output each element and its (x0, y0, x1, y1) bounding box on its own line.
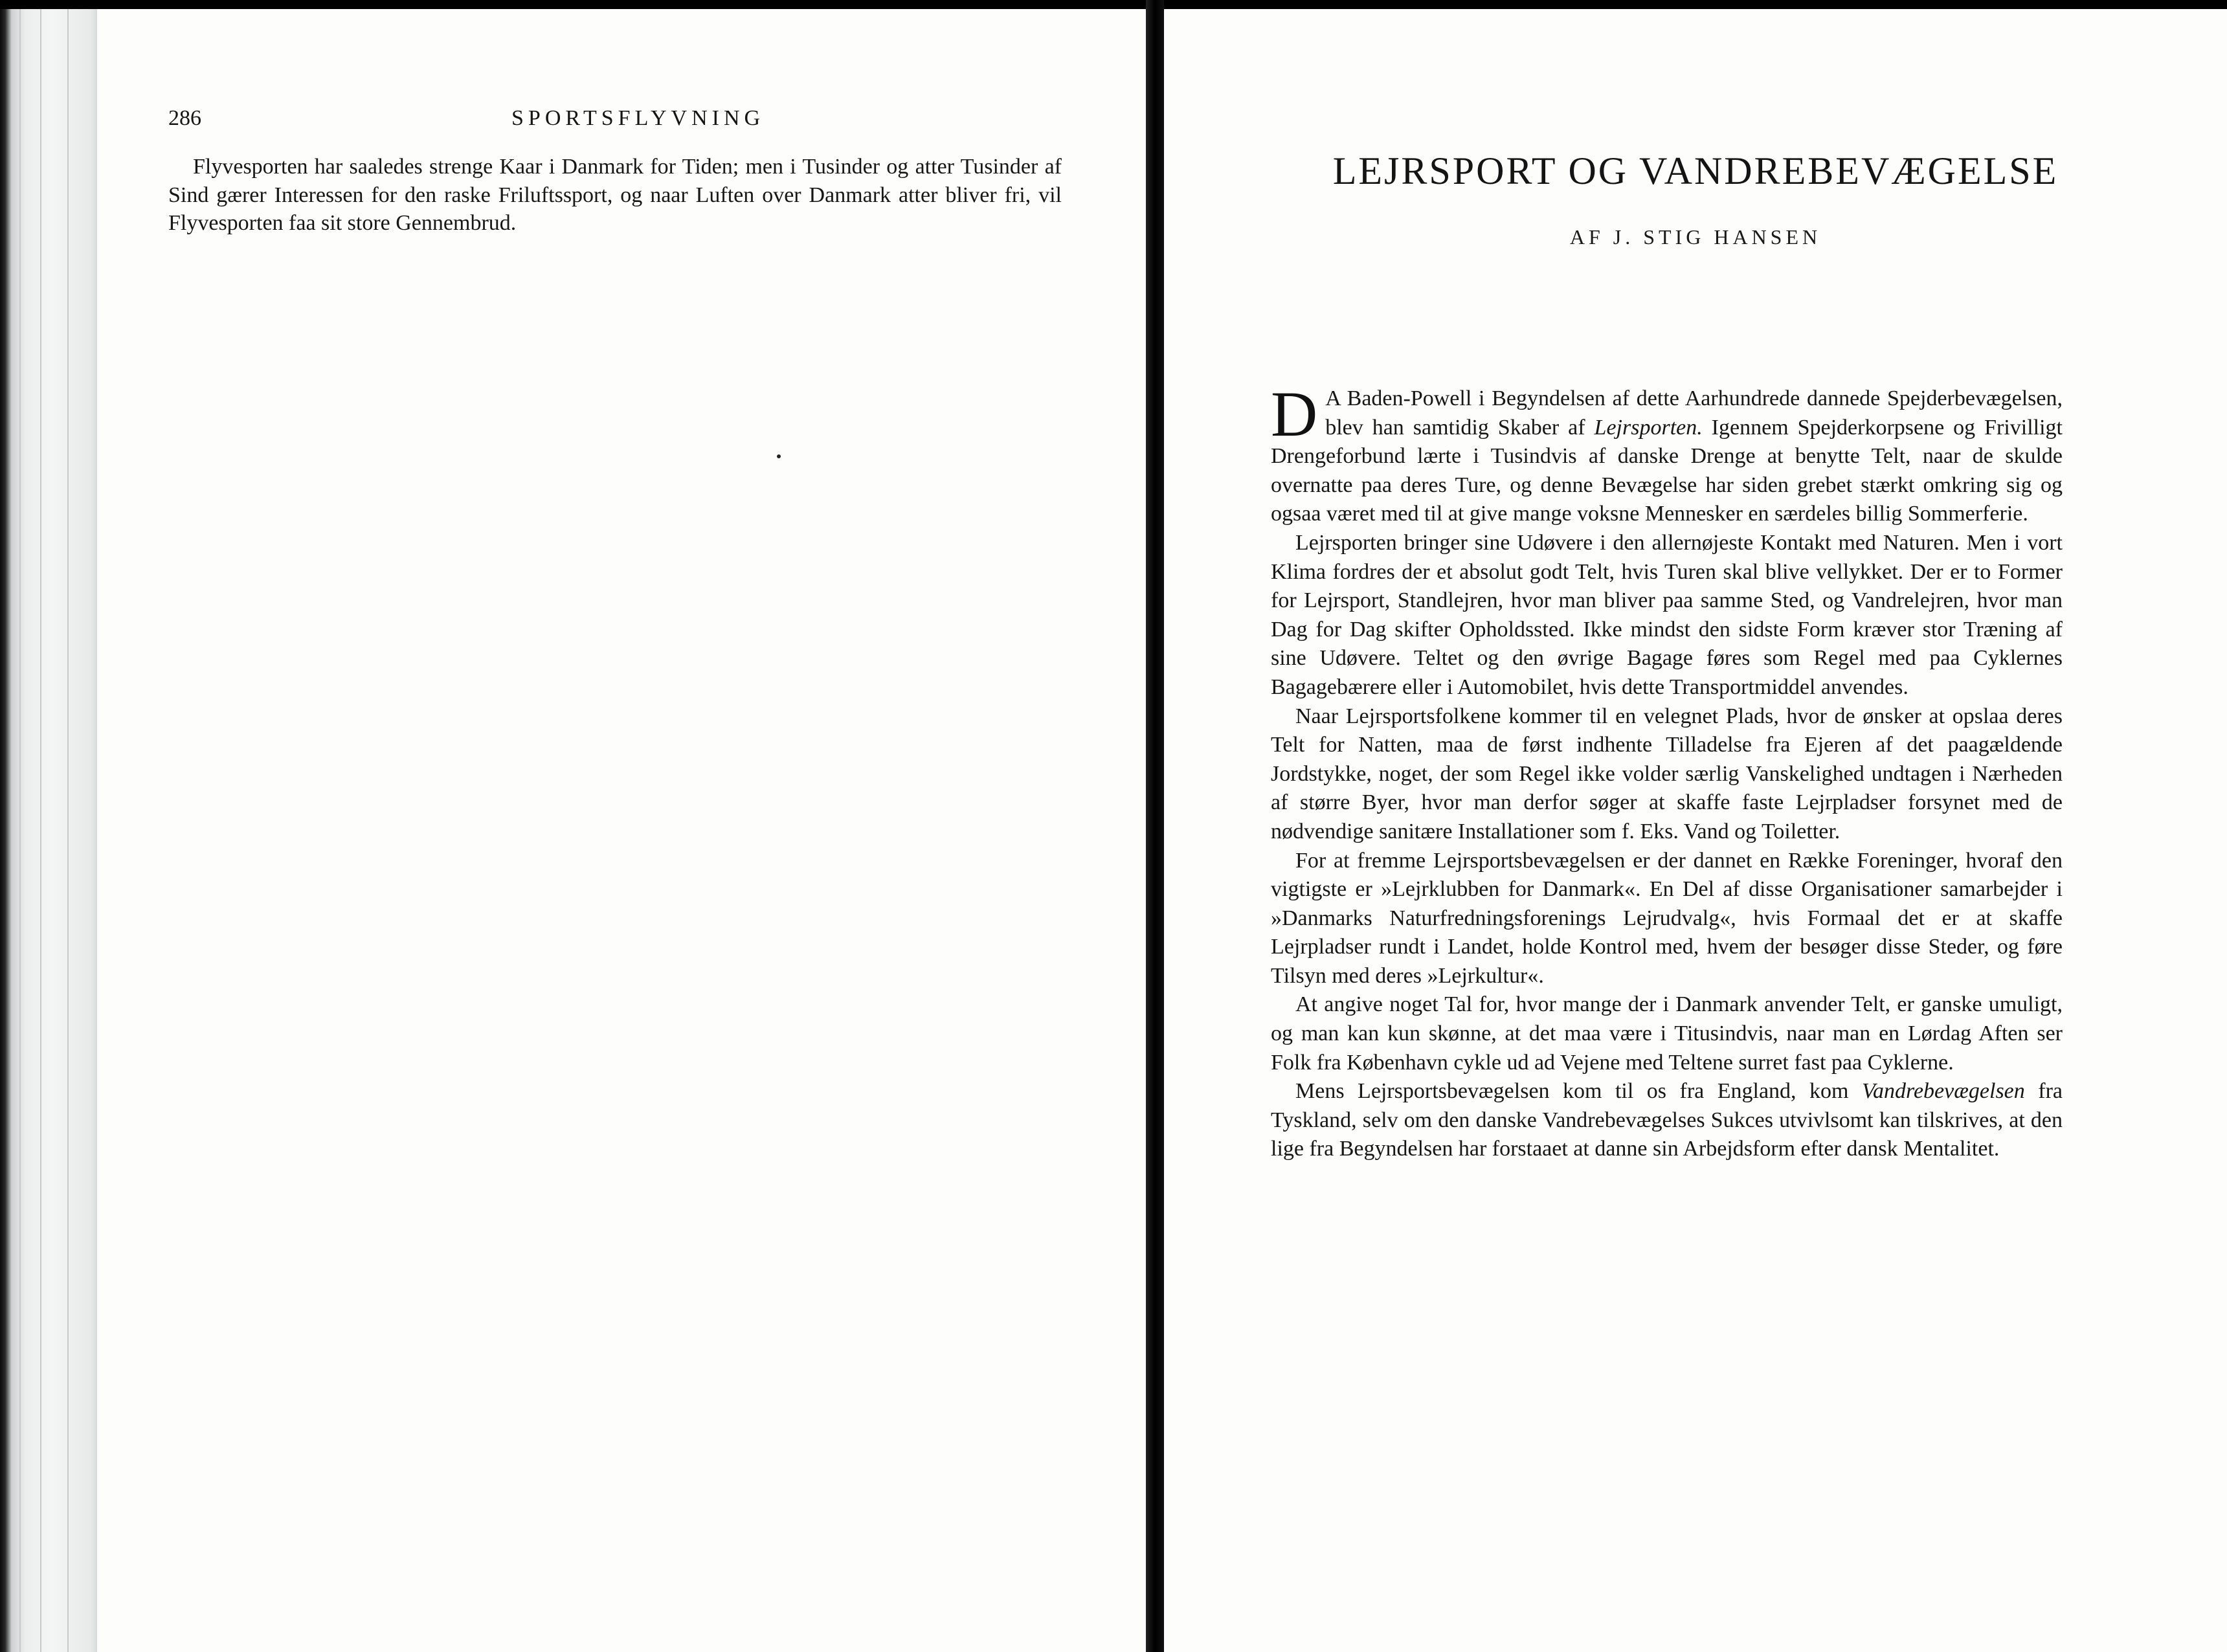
running-title: SPORTSFLYVNING (511, 106, 765, 130)
paragraph-text: Igennem Spejderkorpsene og Frivilligt Drengeforbund lærte i Tusindvis af danske Drenge at benytte Telt, naar de skulde overnatte paa deres Ture, og denne Bevægelse har siden grebet stærkt omkring sig og ogsaa været med til at give mange voksne Mennesker en særdeles billig Sommerferie. (1271, 415, 2063, 526)
closing-paragraph (1271, 1077, 2063, 1164)
paragraph: For at fremme Lejrsportsbevægelsen er der dannet en Række Foreninger, hvoraf den vigtigste er »Lejrklubben for Danmark«. En Del af disse Organisationer samarbejder i »Danmarks Naturfredningsforenings Lejrudvalg«, hvis Formaal det er at skaffe Lejrpladser rundt i Landet, holde Kontrol med, hvem der besøger disse Steder, og føre Tilsyn med deres »Lejrkultur«. (1271, 848, 2063, 988)
paragraph-text: fra Tyskland, selv om den danske Vandrebevægelses Sukces utvivlsomt kan tilskrives, at den lige fra Begyndelsen har forstaaet at danne sin Arbejdsform efter dansk Mentalitet. (1271, 1079, 2063, 1161)
page-edge-line (19, 9, 21, 1652)
speck (777, 454, 781, 458)
paragraph: Naar Lejrsportsfolkene kommer til en velegnet Plads, hvor de ønsker at opslaa deres Telt for Natten, maa de først indhente Tilladelse fra Ejeren af det paagældende Jordstykke, noget, der som Regel ikke volder særlig Vanskelighed undtagen i Nærheden af større Byer, hvor man derfor søger at skaffe faste Lejrpladser forsynet med de nødvendige sanitære Installationer som f. Eks. Vand og Toiletter. (1271, 704, 2063, 843)
chapter-title: LEJRSPORT OG VANDREBEVÆGELSE (1332, 150, 2059, 192)
left-page (97, 9, 1146, 1652)
opening-paragraph (1271, 378, 2063, 529)
paragraph-text: A Baden-Powell i Begyndelsen af dette Aarhundrede dannede Spejderbevægelsen, blev han samtidig Skaber af (1325, 386, 2063, 440)
italic-term: Vandrebevægelsen (1861, 1079, 2025, 1104)
book-gutter (1146, 0, 1164, 1652)
page-edge-line (67, 9, 69, 1652)
left-page-text (168, 153, 1062, 238)
paragraph-text: Mens Lejrsportsbevægelsen kom til os fra England, kom (1295, 1079, 1862, 1104)
page-edge-line (40, 9, 41, 1652)
drop-cap: D (1271, 378, 1318, 450)
byline: AF J. STIG HANSEN (1569, 225, 1822, 249)
page-number: 286 (168, 106, 201, 130)
right-page-text (1271, 378, 2063, 1164)
paragraph: Flyvesporten har saaledes strenge Kaar i Danmark for Tiden; men i Tusinder og atter Tusinder af Sind gærer Interessen for den raske Friluftssport, og naar Luften over Danmark atter bliver fri, vil Flyvesporten faa sit store Gennembrud. (168, 155, 1062, 235)
italic-term: Lejrsporten. (1594, 415, 1703, 440)
book-page-edges (0, 9, 97, 1652)
paragraph: Lejrsporten bringer sine Udøvere i den allernøjeste Kontakt med Naturen. Men i vort Klima fordres der et absolut godt Telt, hvis Turen skal blive vellykket. Der er to Former for Lejrsport, Standlejren, hvor man bliver paa samme Sted, og Vandrelejren, hvor man Dag for Dag skifter Opholdssted. Ikke mindst den sidste Form kræver stor Træning af sine Udøvere. Teltet og den øvrige Bagage føres som Regel med paa Cyklernes Bagagebærere eller i Automobilet, hvis dette Transportmiddel anvendes. (1271, 530, 2063, 699)
paragraph: At angive noget Tal for, hvor mange der i Danmark anvender Telt, er ganske umuligt, og man kan kun skønne, at det maa være i Titusindvis, naar man en Lørdag Aften ser Folk fra København cykle ud ad Vejene med Teltene surret fast paa Cyklerne. (1271, 992, 2063, 1075)
